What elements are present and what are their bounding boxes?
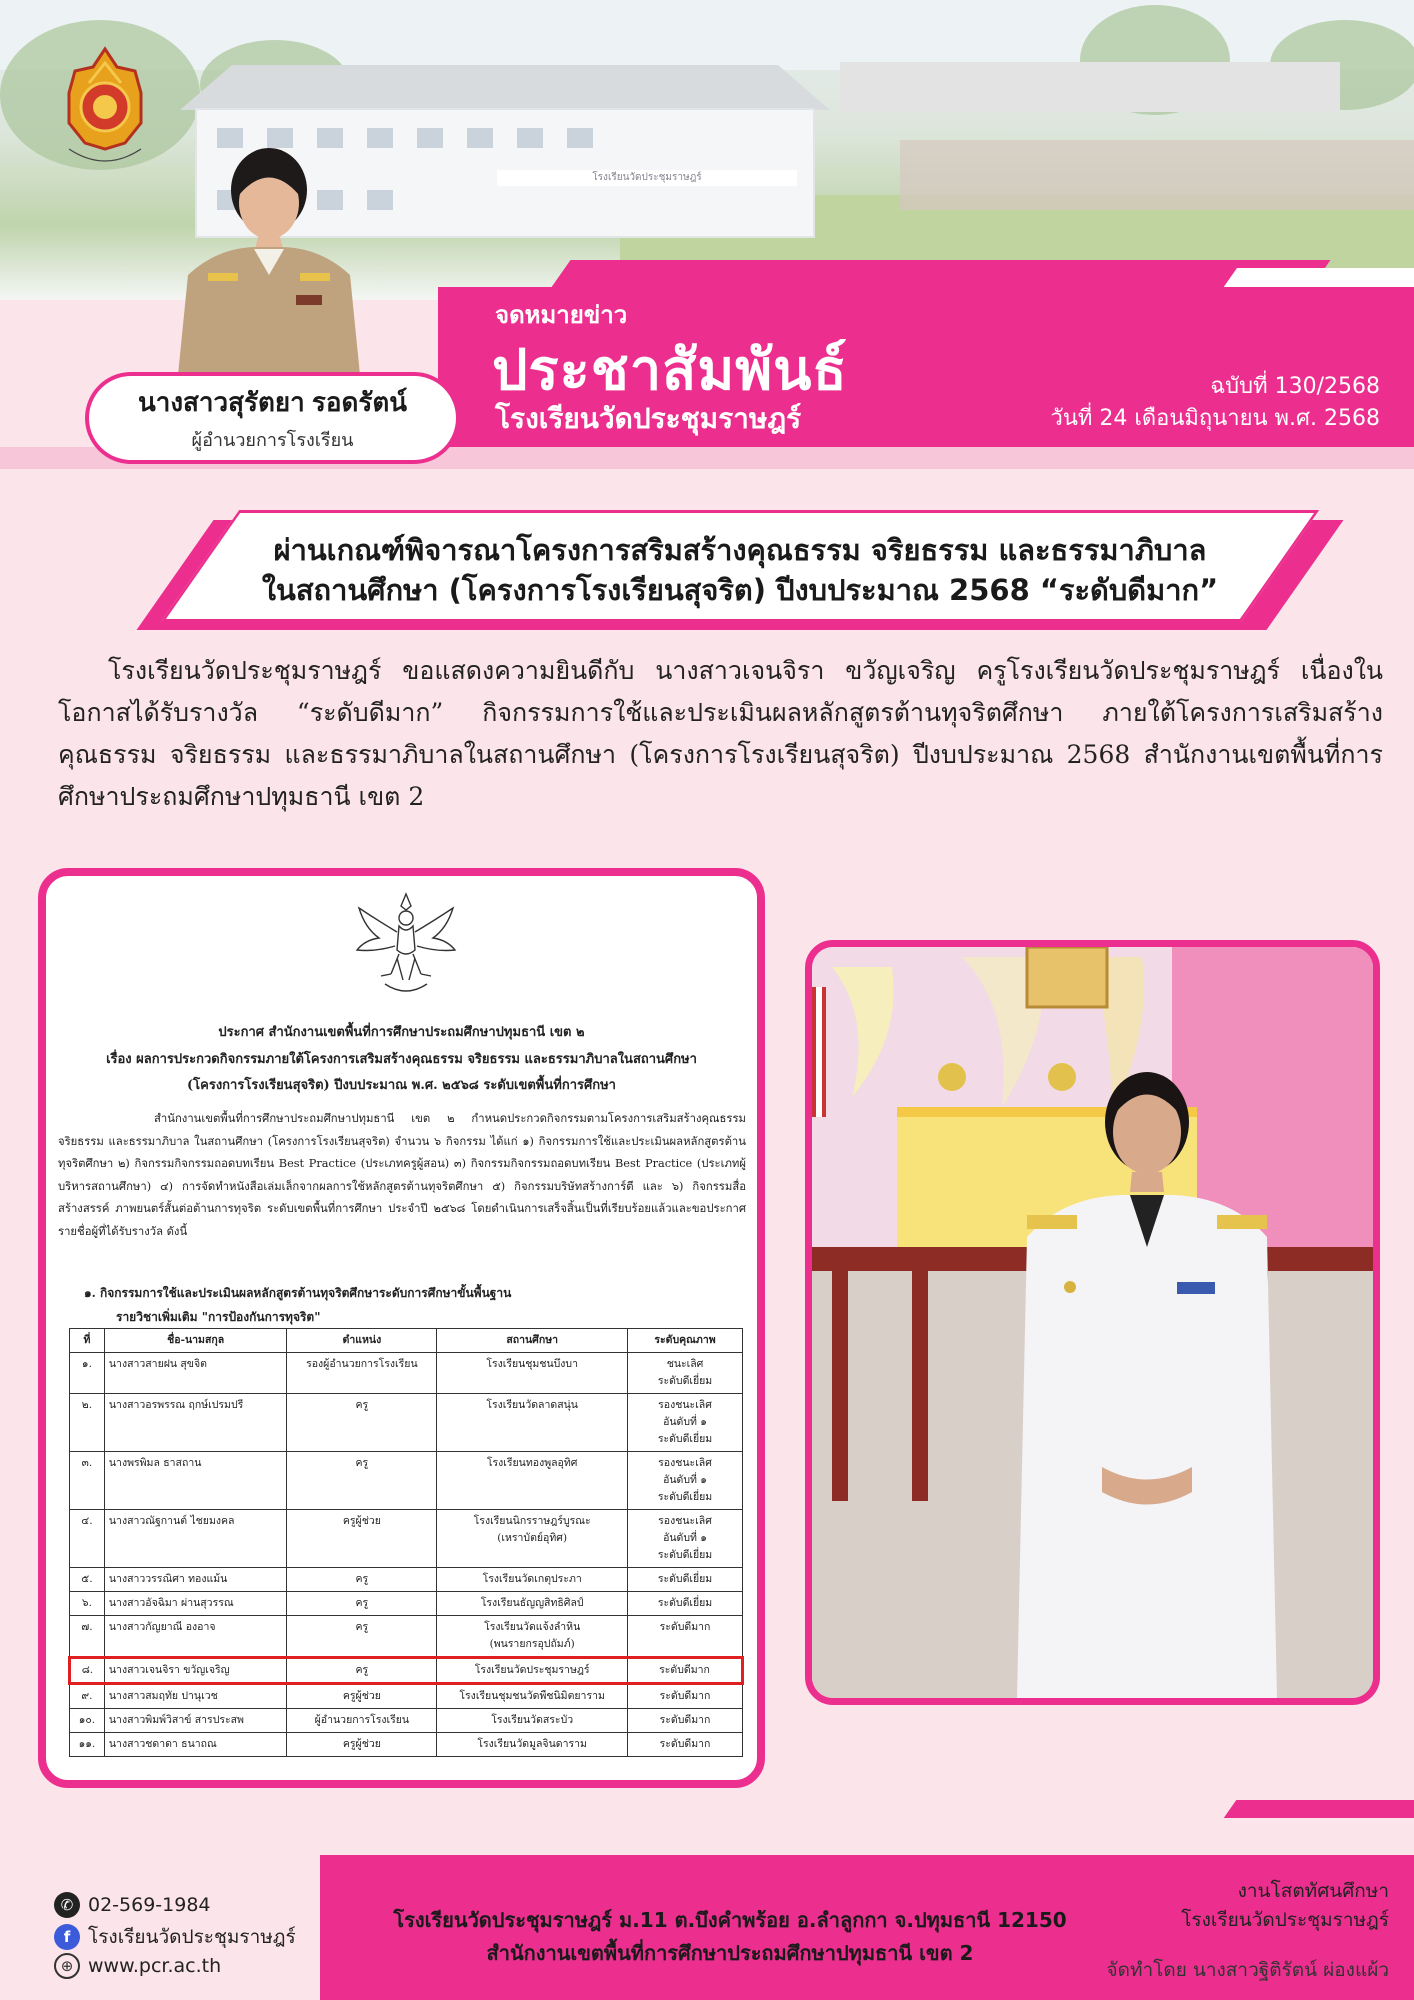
table-cell: โรงเรียนวัดมูลจินดาราม: [437, 1733, 628, 1757]
table-cell: ครูผู้ช่วย: [287, 1684, 437, 1709]
table-cell: ๗.: [70, 1616, 105, 1658]
table-cell: โรงเรียนธัญญสิทธิศิลป์: [437, 1592, 628, 1616]
footer-dept: งานโสตทัศนศึกษา: [1237, 1880, 1389, 1902]
table-cell: ๓.: [70, 1452, 105, 1510]
school-logo: [55, 45, 155, 175]
table-cell: ๔.: [70, 1510, 105, 1568]
table-cell: รองชนะเลิศ อันดับที่ ๑ ระดับดีเยี่ยม: [628, 1510, 743, 1568]
table-cell: นางสาวอรพรรณ ฤกษ์เปรมปรี: [104, 1394, 287, 1452]
headline-line-2: ในสถานศึกษา (โครงการโรงเรียนสุจริต) ปีงบประมาณ 2568 “ระดับดีมาก”: [261, 573, 1219, 607]
table-cell: โรงเรียนชุมชนบึงบา: [437, 1353, 628, 1394]
table-cell: ครู: [287, 1658, 437, 1684]
director-name: นางสาวสุรัตยา รอดรัตน์: [137, 387, 407, 417]
footer-facebook[interactable]: [54, 1922, 296, 1952]
table-cell: ระดับดีเยี่ยม: [628, 1592, 743, 1616]
table-row: [70, 1452, 743, 1510]
announcement-section-subtitle: รายวิชาเพิ่มเติม "การป้องกันการทุจริต": [116, 1310, 321, 1324]
garuda-emblem: [351, 888, 461, 1000]
table-header-cell: ชื่อ-นามสกุล: [104, 1329, 287, 1353]
table-cell: ครู: [287, 1616, 437, 1658]
announcement-subject: เรื่อง ผลการประกวดกิจกรรมภายใต้โครงการเสริมสร้างคุณธรรม จริยธรรม และธรรมาภิบาลในสถานศึกษา: [106, 1052, 697, 1067]
table-cell: รองผู้อำนวยการโรงเรียน: [287, 1353, 437, 1394]
table-cell: นางสาวเจนจิรา ขวัญเจริญ: [104, 1658, 287, 1684]
table-cell: โรงเรียนนิกรราษฎร์บูรณะ (เหราบัตย์อุทิศ): [437, 1510, 628, 1568]
globe-icon: ⊕: [54, 1953, 80, 1979]
body-paragraph: โรงเรียนวัดประชุมราษฎร์ ขอแสดงความยินดีกับ นางสาวเจนจิรา ขวัญเจริญ ครูโรงเรียนวัดประชุมราษฎร์ เนื่องในโอกาสได้รับรางวัล “ระดับดีมาก” กิจกรรมการใช้และประเมินผลหลักสูตรต้านทุจริตศึกษา ภายใต้โครงการเสริมสร้างคุณธรรม จริยธรรม และธรรมาภิบาลในสถานศึกษา (โครงการโรงเรียนสุจริต) ปีงบประมาณ 2568 สำนักงานเขตพื้นที่การศึกษาประถมศึกษาปทุมธานี เขต 2: [58, 656, 1383, 811]
footer-website[interactable]: [54, 1953, 221, 1979]
director-position: ผู้อำนวยการโรงเรียน: [191, 430, 354, 451]
table-row: [70, 1684, 743, 1709]
table-cell: นางสาวสมฤทัย ปานุเวช: [104, 1684, 287, 1709]
table-cell: ระดับดีมาก: [628, 1616, 743, 1658]
table-cell: ครูผู้ช่วย: [287, 1510, 437, 1568]
phone-number: 02-569-1984: [88, 1894, 211, 1916]
table-cell: โรงเรียนวัดลาดสนุ่น: [437, 1394, 628, 1452]
table-row: [70, 1353, 743, 1394]
table-cell: ๙.: [70, 1684, 105, 1709]
header-accent-white: [1223, 268, 1414, 288]
table-body: [70, 1353, 743, 1757]
table-cell: โรงเรียนวัดเกตุประภา: [437, 1568, 628, 1592]
table-header-cell: ที่: [70, 1329, 105, 1353]
website-link[interactable]: www.pcr.ac.th: [88, 1955, 222, 1977]
table-cell: นางสาววรรณิศา ทองแม้น: [104, 1568, 287, 1592]
table-cell: ๑.: [70, 1353, 105, 1394]
table-cell: รองชนะเลิศ อันดับที่ ๑ ระดับดีเยี่ยม: [628, 1452, 743, 1510]
headline: [200, 530, 1280, 610]
table-cell: โรงเรียนวัดแจ้งลำหิน (พนรายกรอุปถัมภ์): [437, 1616, 628, 1658]
table-cell: นางสาวณัฐกานต์ ไชยมงคล: [104, 1510, 287, 1568]
footer-dept-school: โรงเรียนวัดประชุมราษฎร์: [1181, 1909, 1389, 1931]
announcement-heading: ประกาศ สำนักงานเขตพื้นที่การศึกษาประถมศึกษาปทุมธานี เขต ๒: [218, 1025, 585, 1040]
footer-office: สำนักงานเขตพื้นที่การศึกษาประถมศึกษาปทุมธานี เขต 2: [486, 1941, 974, 1965]
table-cell: ครู: [287, 1568, 437, 1592]
table-cell: โรงเรียนชุมชนวัดพืชนิมิตยาราม: [437, 1684, 628, 1709]
table-cell: ๘.: [70, 1658, 105, 1684]
table-cell: ๒.: [70, 1394, 105, 1452]
table-cell: โรงเรียนวัดสระบัว: [437, 1709, 628, 1733]
school-name: โรงเรียนวัดประชุมราษฎร์: [495, 402, 802, 435]
table-cell: โรงเรียนวัดประชุมราษฎร์: [437, 1658, 628, 1684]
table-cell: นางสาวสายฝน สุขจิต: [104, 1353, 287, 1394]
table-row: [70, 1733, 743, 1757]
announcement-document: [38, 868, 765, 1788]
table-header-row: [70, 1329, 743, 1353]
table-cell: ๖.: [70, 1592, 105, 1616]
footer-address: โรงเรียนวัดประชุมราษฎร์ ม.11 ต.บึงคำพร้อย อ.ลำลูกกา จ.ปทุมธานี 12150: [393, 1908, 1067, 1932]
header-accent-slant: [549, 260, 1330, 290]
table-header-cell: ระดับคุณภาพ: [628, 1329, 743, 1353]
table-cell: ระดับดีเยี่ยม: [628, 1568, 743, 1592]
table-cell: รองชนะเลิศ อันดับที่ ๑ ระดับดีเยี่ยม: [628, 1394, 743, 1452]
table-cell: ระดับดีมาก: [628, 1733, 743, 1757]
table-cell: นางพรพิมล ธาสถาน: [104, 1452, 287, 1510]
table-cell: นางสาวพิมพ์วิสาข์ สารประสพ: [104, 1709, 287, 1733]
announcement-subject-cont: (โครงการโรงเรียนสุจริต) ปีงบประมาณ พ.ศ. ๒๕๖๘ ระดับเขตพื้นที่การศึกษา: [187, 1078, 616, 1093]
table-cell: ครู: [287, 1592, 437, 1616]
table-cell: ครู: [287, 1394, 437, 1452]
table-cell: โรงเรียนทองพูลอุทิศ: [437, 1452, 628, 1510]
table-row-highlighted: [70, 1658, 743, 1684]
table-cell: ครูผู้ช่วย: [287, 1733, 437, 1757]
table-cell: ระดับดีมาก: [628, 1684, 743, 1709]
footer-phone: [54, 1892, 211, 1918]
director-portrait: [158, 135, 380, 375]
issue-date: วันที่ 24 เดือนมิถุนายน พ.ศ. 2568: [1050, 406, 1380, 431]
table-header-cell: ตำแหน่ง: [287, 1329, 437, 1353]
table-cell: ครู: [287, 1452, 437, 1510]
headline-line-1: ผ่านเกณฑ์พิจารณาโครงการสริมสร้างคุณธรรม จริยธรรม และธรรมาภิบาล: [273, 533, 1207, 567]
facebook-page[interactable]: โรงเรียนวัดประชุมราษฎร์: [88, 1926, 296, 1948]
table-row: [70, 1394, 743, 1452]
facebook-icon: f: [54, 1924, 80, 1950]
building-sign: โรงเรียนวัดประชุมราษฎร์: [497, 170, 797, 186]
newsletter-label: จดหมายข่าว: [495, 301, 628, 329]
announcement-paragraph: สำนักงานเขตพื้นที่การศึกษาประถมศึกษาปทุมธานี เขต ๒ กำหนดประกวดกิจกรรมตามโครงการเสริมสร้างคุณธรรม จริยธรรม และธรรมาภิบาล ในสถานศึกษา (โครงการโรงเรียนสุจริต) จำนวน ๖ กิจกรรม ได้แก่ ๑) กิจกรรมการใช้และประเมินผลหลักสูตรต้านทุจริตศึกษา ๒) กิจกรรมกิจกรรมถอดบทเรียน Best Practice (ประเภทครูผู้สอน) ๓) กิจกรรมกิจกรรมถอดบทเรียน Best Practice (ประเภทผู้บริหารสถานศึกษา) ๔) การจัดทำหนังสือเล่มเล็กจากผลการใช้หลักสูตรต้านทุจริตศึกษา ๕) กิจกรรมบริษัทสร้างการ์ตี และ ๖) กิจกรรมสื่อสร้างสรรค์ ภาพยนตร์สั้นต่อต้านการทุจริต ระดับเขตพื้นที่การศึกษา ประจำปี ๒๕๖๘ โดยดำเนินการเสร็จสิ้นเป็นที่เรียบร้อยแล้วและขอประกาศรายชื่อผู้ที่ได้รับรางวัล ดังนี้: [58, 1112, 746, 1238]
table-cell: ผู้อำนวยการโรงเรียน: [287, 1709, 437, 1733]
table-cell: นางสาวกัญยาณี องอาจ: [104, 1616, 287, 1658]
table-cell: นางสาวชดาดา ธนาถณ: [104, 1733, 287, 1757]
announcement-section-title: ๑. กิจกรรมการใช้และประเมินผลหลักสูตรต้านทุจริตศึกษาระดับการศึกษาขั้นพื้นฐาน: [84, 1286, 512, 1300]
award-table: [68, 1328, 744, 1757]
director-name-badge: [85, 372, 460, 464]
table-cell: ๑๑.: [70, 1733, 105, 1757]
table-row: [70, 1616, 743, 1658]
table-cell: ระดับดีมาก: [628, 1658, 743, 1684]
table-cell: ๑๐.: [70, 1709, 105, 1733]
footer-accent-slant: [1224, 1800, 1414, 1818]
issue-number: ฉบับที่ 130/2568: [1210, 374, 1380, 399]
table-cell: ชนะเลิศ ระดับดีเยี่ยม: [628, 1353, 743, 1394]
footer-credit: จัดทำโดย นางสาวฐิติรัตน์ ผ่องแผ้ว: [1106, 1959, 1389, 1981]
table-row: [70, 1568, 743, 1592]
table-cell: ระดับดีมาก: [628, 1709, 743, 1733]
table-row: [70, 1510, 743, 1568]
table-row: [70, 1709, 743, 1733]
table-cell: นางสาวอัจฉิมา ผ่านสุวรรณ: [104, 1592, 287, 1616]
table-header-cell: สถานศึกษา: [437, 1329, 628, 1353]
phone-icon: ✆: [54, 1892, 80, 1918]
table-cell: ๕.: [70, 1568, 105, 1592]
teacher-photo: [805, 940, 1380, 1705]
table-row: [70, 1592, 743, 1616]
newsletter-title: ประชาสัมพันธ์: [492, 338, 848, 403]
